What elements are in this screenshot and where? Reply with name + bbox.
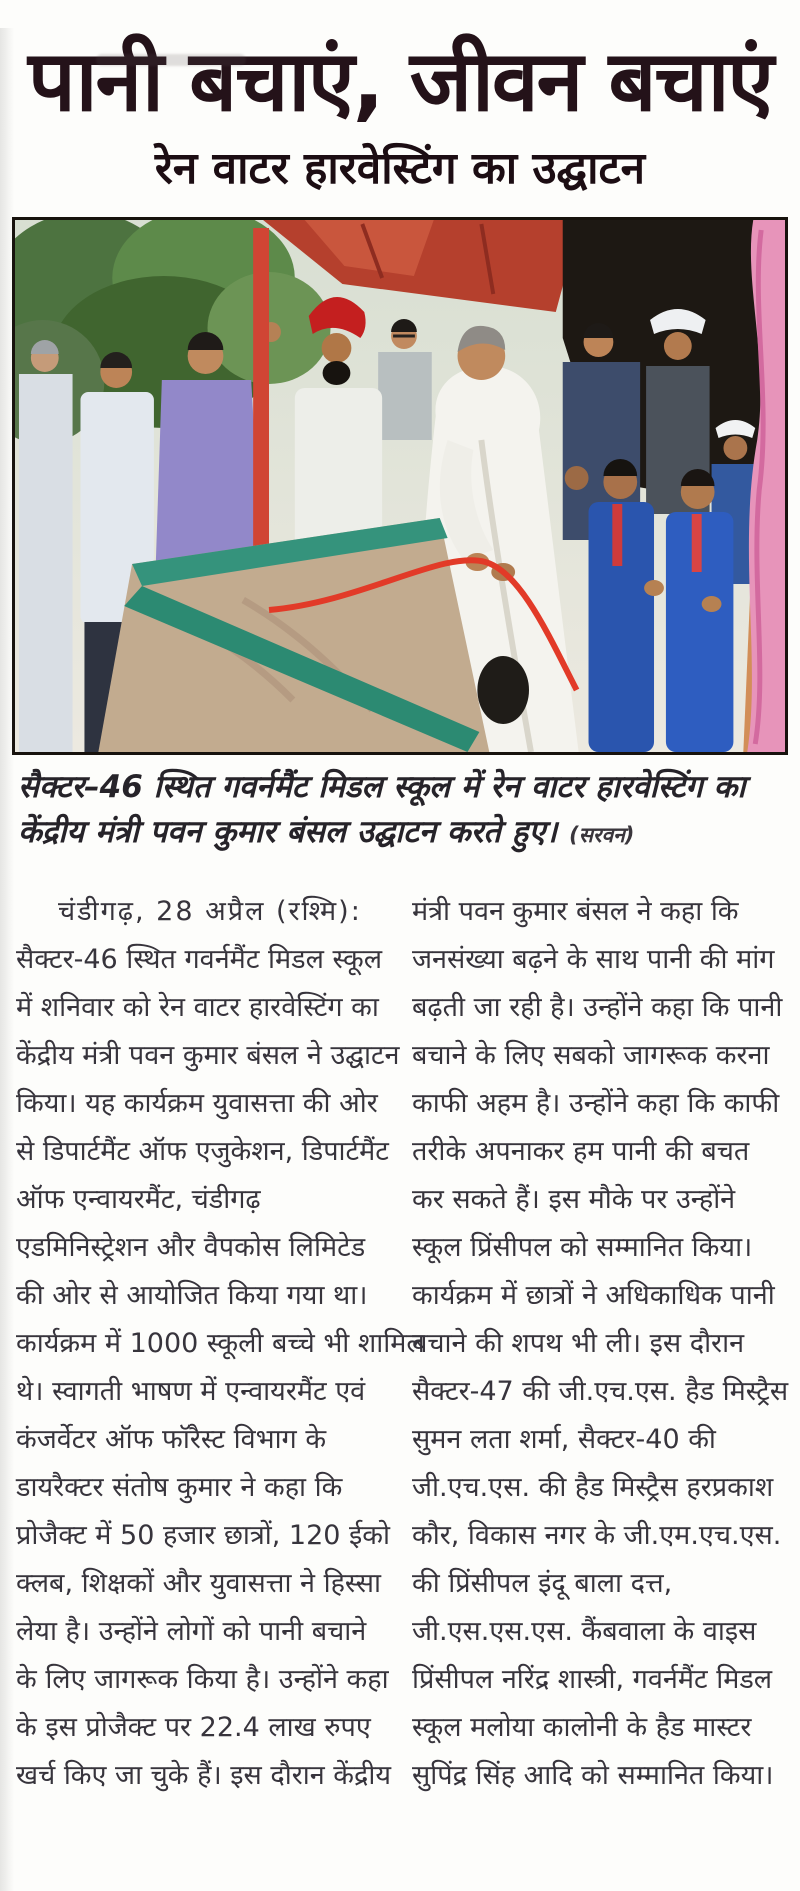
body-text-line: केंद्रीय मंत्री पवन कुमार बंसल ने उद्घाटन xyxy=(16,1039,400,1071)
scan-edge-shading xyxy=(0,28,14,1891)
news-photo xyxy=(12,217,788,755)
article-body xyxy=(16,888,789,1800)
body-text-line: कर सकते हैं। इस मौके पर उन्होंने xyxy=(412,1183,736,1215)
news-photo-illustration xyxy=(15,220,785,752)
body-text-line: एडमिनिस्ट्रेशन और वैपकोस लिमिटेड xyxy=(16,1231,366,1263)
body-text-line: किया। यह कार्यक्रम युवासत्ता की ओर xyxy=(16,1087,378,1119)
body-text-line: जनसंख्या बढ़ने के साथ पानी की मांग xyxy=(412,943,775,975)
body-text-line: से डिपार्टमैंट ऑफ एजुकेशन, डिपार्टमैंट xyxy=(16,1135,389,1167)
body-text-line: लेया है। उन्होंने लोगों को पानी बचाने xyxy=(16,1615,367,1647)
newspaper-clipping xyxy=(0,28,800,1891)
body-text-line: सैक्टर-47 की जी.एच.एस. हैड मिस्ट्रैस xyxy=(412,1375,789,1407)
body-text-line: खर्च किए जा चुके हैं। इस दौरान केंद्रीय xyxy=(16,1759,392,1791)
body-text-line: के लिए जागरूक किया है। उन्होंने कहा xyxy=(16,1663,389,1695)
photo-caption xyxy=(18,765,786,858)
body-text-line: क्लब, शिक्षकों और युवासत्ता ने हिस्सा xyxy=(16,1567,381,1599)
body-text-line: बचाने की शपथ भी ली। इस दौरान xyxy=(412,1327,745,1359)
article-column-right xyxy=(412,888,789,1800)
body-text-line: ऑफ एन्वायरमैंट, चंडीगढ़ xyxy=(16,1183,261,1215)
body-text-line: जी.एस.एस.एस. कैंबवाला के वाइस xyxy=(412,1615,757,1647)
photo-caption-text: सैक्टर–46 स्थित गवर्नमैंट मिडल स्कूल में रेन वाटर हारवेस्टिंग का केंद्रीय मंत्री पवन कुमार बंसल उद्घाटन करते हुए। xyxy=(18,768,746,850)
body-text-line: कार्यक्रम में 1000 स्कूली बच्चे भी शामिल xyxy=(16,1327,425,1359)
body-text-line: सैक्टर-46 स्थित गवर्नमैंट मिडल स्कूल xyxy=(16,943,383,975)
body-text-line: स्कूल प्रिंसीपल को सम्मानित किया। xyxy=(412,1231,753,1263)
body-text-line: मंत्री पवन कुमार बंसल ने कहा कि xyxy=(412,895,739,927)
body-text-line: सुपिंद्र सिंह आदि को सम्मानित किया। xyxy=(412,1759,774,1791)
body-text-line: स्कूल मलोया कालोनी के हैड मास्टर xyxy=(412,1711,752,1743)
body-text-line: बढ़ती जा रही है। उन्होंने कहा कि पानी xyxy=(412,991,783,1023)
body-text-line: बचाने के लिए सबको जागरूक करना xyxy=(412,1039,770,1071)
body-text-line: कार्यक्रम में छात्रों ने अधिकाधिक पानी xyxy=(412,1279,775,1311)
body-text-line: कंजर्वेटर ऑफ फॉरैस्ट विभाग के xyxy=(16,1423,327,1455)
body-text-line: डायरैक्टर संतोष कुमार ने कहा कि xyxy=(16,1471,343,1503)
body-text-line: थे। स्वागती भाषण में एन्वायरमैंट एवं xyxy=(16,1375,366,1407)
body-text-line: कौर, विकास नगर के जी.एम.एच.एस. xyxy=(412,1519,782,1551)
photo-caption-credit: (सरवन) xyxy=(569,822,635,847)
body-text-line: प्रोजैक्ट में 50 हजार छात्रों, 120 ईको xyxy=(16,1519,391,1551)
article-column-left xyxy=(16,888,425,1800)
subheadline: रेन वाटर हारवेस्टिंग का उद्घाटन xyxy=(154,142,646,194)
body-text-line: तरीके अपनाकर हम पानी की बचत xyxy=(412,1135,750,1167)
body-text-line: की प्रिंसीपल इंदू बाला दत्त, xyxy=(412,1567,673,1599)
body-text-line: की ओर से आयोजित किया गया था। xyxy=(16,1279,368,1311)
body-text-line: जी.एच.एस. की हैड मिस्ट्रैस हरप्रकाश xyxy=(412,1471,774,1503)
headline: पानी बचाएं, जीवन बचाएं xyxy=(28,32,772,130)
scan-smudge xyxy=(96,54,246,66)
body-text-line: के इस प्रोजैक्ट पर 22.4 लाख रुपए xyxy=(16,1711,371,1743)
body-text-line: काफी अहम है। उन्होंने कहा कि काफी xyxy=(412,1087,780,1119)
body-text-line: प्रिंसीपल नरिंद्र शास्त्री, गवर्नमैंट मिडल xyxy=(412,1663,773,1695)
body-text-line: चंडीगढ़, 28 अप्रैल (रश्मि): xyxy=(58,895,362,927)
body-text-line: सुमन लता शर्मा, सैक्टर-40 की xyxy=(412,1423,716,1455)
body-text-line: में शनिवार को रेन वाटर हारवेस्टिंग का xyxy=(16,991,379,1023)
